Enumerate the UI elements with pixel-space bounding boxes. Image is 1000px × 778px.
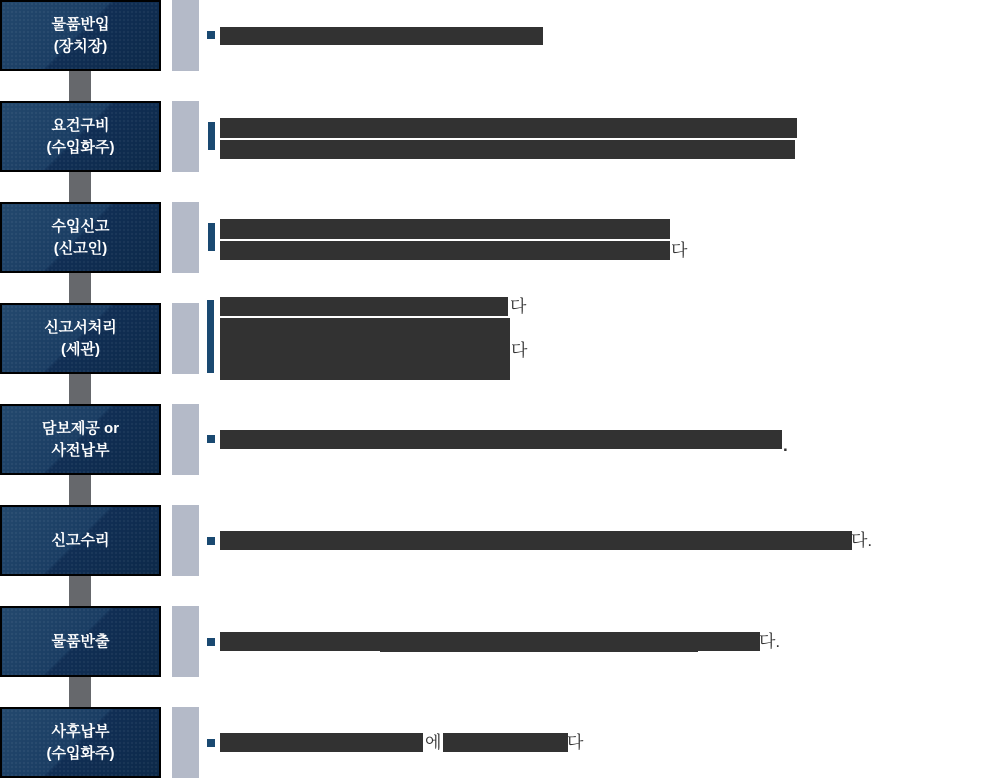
step-side-bar	[172, 505, 199, 576]
step-side-bar	[172, 303, 199, 374]
visible-text-fragment: 다	[567, 733, 584, 752]
visible-text-fragment: 다.	[759, 632, 781, 651]
redaction-bar	[220, 297, 508, 316]
visible-text-fragment: 다	[671, 241, 688, 260]
flow-connector	[69, 71, 91, 101]
flow-step-requirements	[0, 101, 161, 172]
redaction-bar	[220, 140, 795, 159]
step-label-line2: (수입화주)	[46, 744, 115, 762]
visible-text-fragment: 다	[511, 341, 528, 360]
step-label-line2: (장치장)	[53, 37, 108, 55]
blue-bar-bullet-icon	[208, 122, 215, 150]
flow-step-collateral-or-prepayment	[0, 404, 161, 475]
step-label-line2: 사전납부	[51, 441, 110, 459]
blue-bar-bullet-icon	[207, 300, 214, 373]
step-side-bar	[172, 202, 199, 273]
redaction-bar	[220, 219, 670, 239]
flow-connector	[69, 475, 91, 505]
redaction-bar	[220, 632, 760, 651]
step-label-line2: (세관)	[61, 340, 100, 358]
flow-step-declaration-processing	[0, 303, 161, 374]
flow-step-import-declaration	[0, 202, 161, 273]
visible-text-fragment: 다	[510, 297, 527, 316]
square-bullet-icon	[207, 739, 215, 747]
flow-connector	[69, 576, 91, 606]
flow-connector	[69, 374, 91, 404]
square-bullet-icon	[207, 435, 215, 443]
redaction-bar	[220, 241, 670, 260]
redaction-block	[220, 318, 510, 380]
square-bullet-icon	[207, 537, 215, 545]
redaction-bar	[220, 27, 543, 45]
redaction-bar	[443, 733, 568, 752]
step-label-line1: 수입신고	[51, 217, 110, 235]
flow-step-post-payment	[0, 707, 161, 778]
step-label-line1: 물품반출	[51, 632, 110, 650]
flow-step-goods-release	[0, 606, 161, 677]
visible-text-fragment: 에	[425, 733, 442, 752]
square-bullet-icon	[207, 31, 215, 39]
redaction-bar	[220, 733, 423, 752]
step-label-line1: 물품반입	[51, 15, 110, 33]
flow-connector	[69, 677, 91, 707]
flow-step-declaration-acceptance	[0, 505, 161, 576]
step-side-bar	[172, 404, 199, 475]
step-side-bar	[172, 0, 199, 71]
step-label-line2: (수입화주)	[46, 138, 115, 156]
flow-connector	[69, 172, 91, 202]
step-side-bar	[172, 606, 199, 677]
visible-text-fragment: .	[783, 436, 788, 455]
redaction-bar	[220, 531, 852, 550]
redaction-bar	[220, 118, 797, 138]
step-label-line1: 담보제공 or	[41, 419, 120, 437]
step-label-line1: 신고서처리	[44, 318, 117, 336]
step-label-line1: 요건구비	[51, 116, 110, 134]
step-label-line1: 사후납부	[51, 722, 110, 740]
step-label-line1: 신고수리	[51, 531, 110, 549]
flow-connector	[69, 273, 91, 303]
blue-bar-bullet-icon	[208, 223, 215, 251]
square-bullet-icon	[207, 638, 215, 646]
flow-step-goods-carry-in	[0, 0, 161, 71]
step-side-bar	[172, 707, 199, 778]
redaction-bar	[220, 430, 782, 449]
visible-text-fragment: 다.	[851, 531, 873, 550]
step-label-line2: (신고인)	[53, 239, 108, 257]
link-underline	[380, 650, 698, 652]
step-side-bar	[172, 101, 199, 172]
